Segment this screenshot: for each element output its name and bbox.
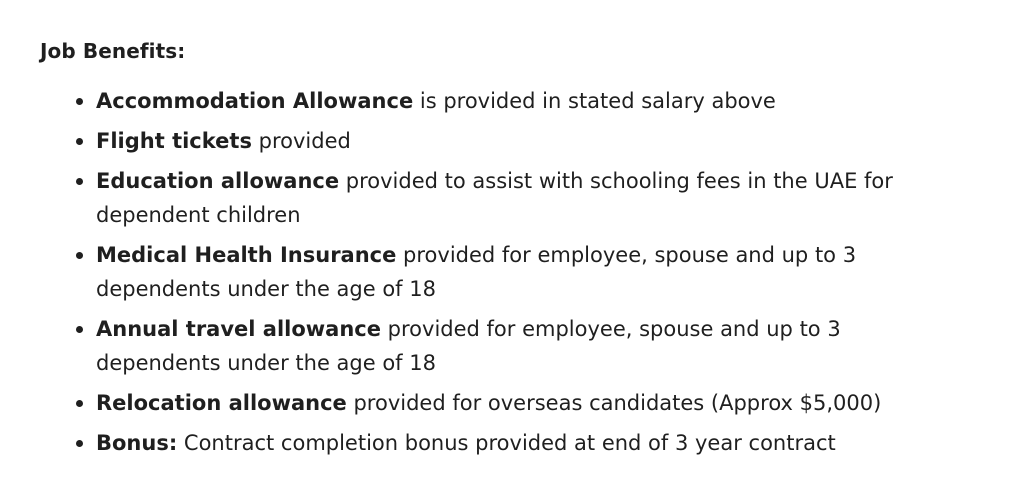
benefit-title: Bonus: bbox=[96, 431, 178, 455]
benefit-description: provided bbox=[251, 129, 351, 153]
benefit-title: Flight tickets bbox=[96, 129, 252, 153]
bullet-icon bbox=[76, 178, 83, 185]
list-item bbox=[96, 238, 946, 306]
benefit-description: is provided in stated salary above bbox=[413, 89, 776, 113]
benefit-title: Relocation allowance bbox=[96, 391, 347, 415]
list-item bbox=[96, 84, 946, 118]
benefit-title: Medical Health Insurance bbox=[96, 243, 397, 267]
bullet-icon bbox=[76, 98, 83, 105]
benefit-description: provided for employee, spouse and up to 3 dependents under the age of 18 bbox=[96, 317, 841, 375]
list-item bbox=[96, 164, 946, 232]
benefits-list bbox=[40, 84, 984, 460]
bullet-icon bbox=[76, 252, 83, 259]
bullet-icon bbox=[76, 138, 83, 145]
benefit-title: Accommodation Allowance bbox=[96, 89, 414, 113]
benefit-title: Annual travel allowance bbox=[96, 317, 381, 341]
benefit-title: Education allowance bbox=[96, 169, 340, 193]
list-item bbox=[96, 386, 946, 420]
bullet-icon bbox=[76, 400, 83, 407]
bullet-icon bbox=[76, 326, 83, 333]
list-item bbox=[96, 426, 946, 460]
benefit-description: provided for employee, spouse and up to 3 dependents under the age of 18 bbox=[96, 243, 857, 301]
benefit-description: provided to assist with schooling fees in the UAE for dependent children bbox=[96, 169, 893, 227]
bullet-icon bbox=[76, 440, 83, 447]
list-item bbox=[96, 312, 946, 380]
list-item bbox=[96, 124, 946, 158]
section-heading: Job Benefits: bbox=[40, 39, 186, 63]
benefit-description: Contract completion bonus provided at end of 3 year contract bbox=[177, 431, 836, 455]
benefit-description: provided for overseas candidates (Approx $5,000) bbox=[346, 391, 882, 415]
